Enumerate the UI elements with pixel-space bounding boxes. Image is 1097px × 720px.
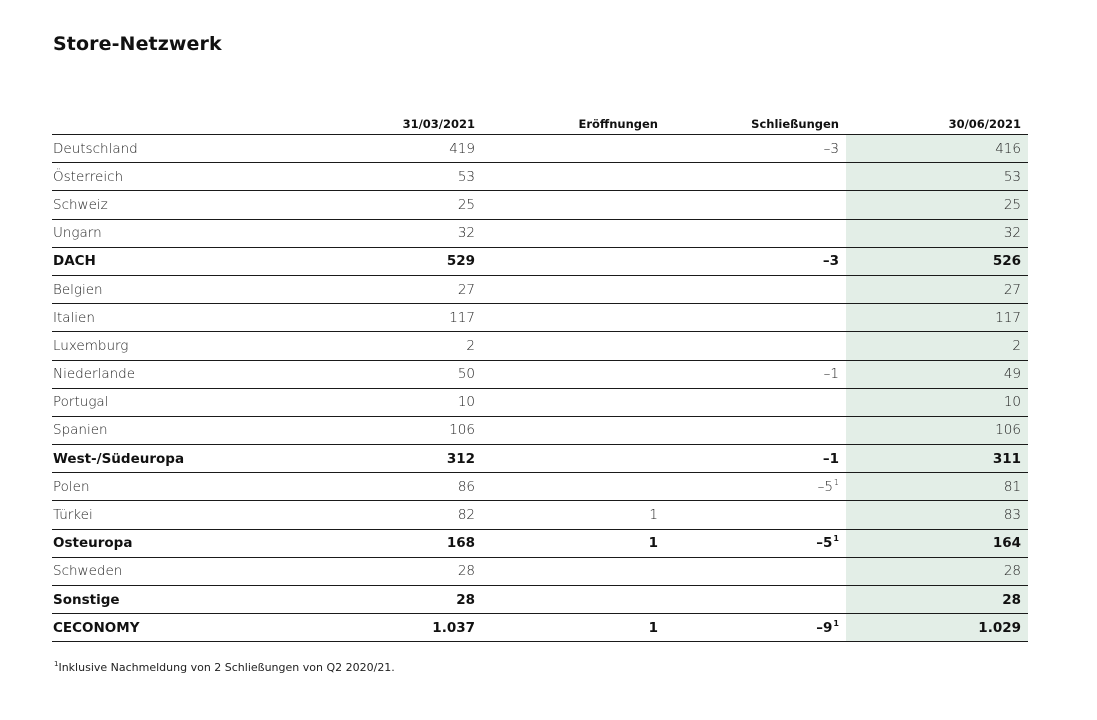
cell-start-count: [302, 388, 482, 416]
cell-end-count: [846, 557, 1028, 585]
table-row: [52, 501, 1028, 529]
header-closings: Schließungen: [665, 113, 846, 135]
cell-closings-value: –3: [822, 253, 839, 270]
cell-end-count: [846, 416, 1028, 444]
cell-closings: [665, 529, 846, 557]
cell-openings: [482, 614, 665, 642]
page-title: Store-Netzwerk: [53, 33, 222, 55]
cell-region: [52, 304, 302, 332]
cell-region-value: Polen: [53, 478, 90, 495]
cell-end-count-value: 81: [1003, 478, 1021, 495]
cell-region-value: Italien: [53, 309, 95, 326]
table-row: [52, 135, 1028, 163]
cell-start-count: [302, 614, 482, 642]
cell-region: [52, 191, 302, 219]
cell-closings: [665, 473, 846, 501]
cell-openings-value: 1: [648, 619, 658, 636]
cell-region-value: West-/Südeuropa: [53, 450, 185, 467]
cell-end-count-value: 311: [992, 450, 1021, 467]
cell-start-count-value: 86: [457, 478, 475, 495]
cell-end-count-value: 83: [1003, 507, 1021, 524]
cell-end-count: [846, 304, 1028, 332]
footnote: [53, 661, 395, 674]
cell-end-count-value: 164: [992, 535, 1021, 552]
table-row: [52, 360, 1028, 388]
cell-end-count: [846, 501, 1028, 529]
table-row: [52, 416, 1028, 444]
cell-region: [52, 332, 302, 360]
cell-end-count-value: 526: [992, 253, 1021, 270]
cell-openings: [482, 416, 665, 444]
cell-region-value: Ungarn: [53, 225, 102, 242]
cell-start-count-value: 25: [457, 196, 475, 213]
table-total-row: [52, 247, 1028, 275]
table-row: [52, 388, 1028, 416]
cell-end-count-value: 25: [1003, 196, 1021, 213]
table-row: [52, 219, 1028, 247]
cell-closings: [665, 416, 846, 444]
cell-region-value: Schweden: [53, 563, 123, 580]
cell-end-count: [846, 529, 1028, 557]
cell-closings-value: –5: [816, 535, 833, 552]
cell-start-count: [302, 304, 482, 332]
cell-end-count-value: 10: [1003, 394, 1021, 411]
table-total-row: [52, 586, 1028, 614]
cell-region-value: Deutschland: [53, 140, 138, 157]
cell-openings: [482, 135, 665, 163]
cell-region: [52, 445, 302, 473]
cell-openings: [482, 275, 665, 303]
cell-end-count-value: 28: [1003, 563, 1021, 580]
cell-openings: [482, 191, 665, 219]
cell-closings: [665, 304, 846, 332]
table-total-row: [52, 614, 1028, 642]
cell-region-value: Portugal: [53, 394, 109, 411]
cell-openings: [482, 247, 665, 275]
footnote-ref: 1: [833, 618, 839, 628]
cell-closings-value: –3: [823, 140, 839, 157]
cell-start-count: [302, 247, 482, 275]
cell-closings-value: –9: [816, 619, 833, 636]
table-row: [52, 191, 1028, 219]
cell-region-value: DACH: [53, 253, 96, 270]
cell-openings: [482, 445, 665, 473]
cell-end-count: [846, 191, 1028, 219]
cell-closings: [665, 445, 846, 473]
cell-region: [52, 501, 302, 529]
cell-start-count: [302, 586, 482, 614]
cell-start-count: [302, 445, 482, 473]
table-row: [52, 557, 1028, 585]
cell-start-count-value: 117: [449, 309, 475, 326]
cell-closings: [665, 219, 846, 247]
table-header-row: [52, 113, 1028, 135]
cell-region-value: Schweiz: [53, 196, 108, 213]
cell-openings: [482, 557, 665, 585]
cell-region: [52, 529, 302, 557]
table-row: [52, 332, 1028, 360]
cell-start-count-value: 419: [449, 140, 475, 157]
cell-closings: [665, 614, 846, 642]
cell-start-count-value: 82: [457, 507, 475, 524]
cell-end-count: [846, 586, 1028, 614]
cell-region-value: Niederlande: [53, 366, 136, 383]
cell-openings: [482, 304, 665, 332]
cell-openings-value: 1: [649, 507, 658, 524]
cell-region: [52, 388, 302, 416]
cell-start-count-value: 28: [456, 591, 475, 608]
cell-end-count: [846, 135, 1028, 163]
cell-start-count-value: 168: [446, 535, 475, 552]
cell-start-count-value: 312: [446, 450, 475, 467]
cell-start-count-value: 2: [466, 337, 475, 354]
header-openings: Eröffnungen: [482, 113, 665, 135]
table-row: [52, 275, 1028, 303]
cell-region: [52, 416, 302, 444]
cell-closings: [665, 360, 846, 388]
cell-end-count: [846, 473, 1028, 501]
cell-closings: [665, 332, 846, 360]
cell-end-count: [846, 360, 1028, 388]
cell-closings: [665, 501, 846, 529]
cell-closings-value: –5: [817, 478, 833, 495]
cell-start-count: [302, 332, 482, 360]
cell-openings: [482, 529, 665, 557]
cell-closings: [665, 247, 846, 275]
cell-start-count: [302, 529, 482, 557]
cell-region: [52, 135, 302, 163]
cell-end-count-value: 32: [1003, 225, 1021, 242]
cell-closings: [665, 586, 846, 614]
cell-end-count: [846, 388, 1028, 416]
cell-start-count: [302, 360, 482, 388]
cell-start-count: [302, 275, 482, 303]
cell-start-count: [302, 557, 482, 585]
cell-end-count-value: 106: [995, 422, 1021, 439]
cell-region: [52, 473, 302, 501]
table-total-row: [52, 445, 1028, 473]
cell-start-count: [302, 163, 482, 191]
footnote-ref: 1: [833, 477, 839, 487]
cell-closings: [665, 275, 846, 303]
cell-start-count: [302, 135, 482, 163]
cell-region-value: Belgien: [53, 281, 103, 298]
cell-start-count-value: 10: [457, 394, 475, 411]
cell-region-value: Sonstige: [53, 591, 120, 608]
header-date-end: 30/06/2021: [846, 113, 1028, 135]
cell-end-count-value: 27: [1003, 281, 1021, 298]
cell-openings: [482, 586, 665, 614]
cell-start-count-value: 32: [457, 225, 475, 242]
cell-openings-value: 1: [648, 535, 658, 552]
table-row: [52, 473, 1028, 501]
cell-openings: [482, 219, 665, 247]
cell-start-count-value: 28: [457, 563, 475, 580]
cell-closings: [665, 163, 846, 191]
cell-end-count-value: 49: [1003, 366, 1021, 383]
cell-region: [52, 586, 302, 614]
cell-start-count-value: 529: [446, 253, 475, 270]
cell-region: [52, 360, 302, 388]
cell-region-value: Osteuropa: [53, 535, 133, 552]
cell-end-count-value: 53: [1003, 168, 1021, 185]
footnote-ref: 1: [833, 534, 839, 544]
cell-region-value: Spanien: [53, 422, 108, 439]
cell-closings-value: –1: [823, 366, 839, 383]
cell-closings: [665, 191, 846, 219]
cell-region: [52, 219, 302, 247]
header-region: [52, 113, 302, 135]
cell-end-count-value: 416: [995, 140, 1021, 157]
cell-start-count: [302, 501, 482, 529]
table-row: [52, 163, 1028, 191]
header-date-start: 31/03/2021: [302, 113, 482, 135]
cell-openings: [482, 332, 665, 360]
cell-end-count-value: 28: [1002, 591, 1021, 608]
cell-region: [52, 163, 302, 191]
footnote-text: Inklusive Nachmeldung von 2 Schließungen von Q2 2020/21.: [58, 661, 395, 674]
cell-region-value: Österreich: [53, 168, 124, 185]
cell-end-count: [846, 247, 1028, 275]
footnote-marker: 1: [54, 660, 59, 668]
store-network-table: [52, 113, 1028, 642]
cell-region-value: Luxemburg: [53, 337, 129, 354]
cell-closings: [665, 135, 846, 163]
cell-closings: [665, 388, 846, 416]
cell-closings-value: –1: [822, 450, 839, 467]
cell-start-count-value: 106: [449, 422, 475, 439]
cell-closings: [665, 557, 846, 585]
cell-openings: [482, 360, 665, 388]
cell-start-count: [302, 416, 482, 444]
cell-start-count-value: 50: [457, 366, 475, 383]
cell-region: [52, 275, 302, 303]
cell-start-count-value: 1.037: [432, 619, 475, 636]
cell-region: [52, 557, 302, 585]
cell-end-count-value: 117: [995, 309, 1021, 326]
cell-end-count: [846, 219, 1028, 247]
cell-openings: [482, 388, 665, 416]
cell-openings: [482, 473, 665, 501]
cell-start-count: [302, 191, 482, 219]
cell-openings: [482, 163, 665, 191]
table-total-row: [52, 529, 1028, 557]
cell-start-count-value: 27: [457, 281, 475, 298]
cell-openings: [482, 501, 665, 529]
cell-start-count-value: 53: [457, 168, 475, 185]
cell-region: [52, 614, 302, 642]
cell-region-value: CECONOMY: [53, 619, 140, 636]
cell-start-count: [302, 473, 482, 501]
table-row: [52, 304, 1028, 332]
cell-region-value: Türkei: [53, 507, 93, 524]
cell-end-count: [846, 275, 1028, 303]
cell-end-count: [846, 614, 1028, 642]
cell-end-count: [846, 163, 1028, 191]
cell-start-count: [302, 219, 482, 247]
cell-end-count: [846, 332, 1028, 360]
cell-end-count: [846, 445, 1028, 473]
cell-end-count-value: 2: [1012, 337, 1021, 354]
cell-end-count-value: 1.029: [978, 619, 1021, 636]
cell-region: [52, 247, 302, 275]
